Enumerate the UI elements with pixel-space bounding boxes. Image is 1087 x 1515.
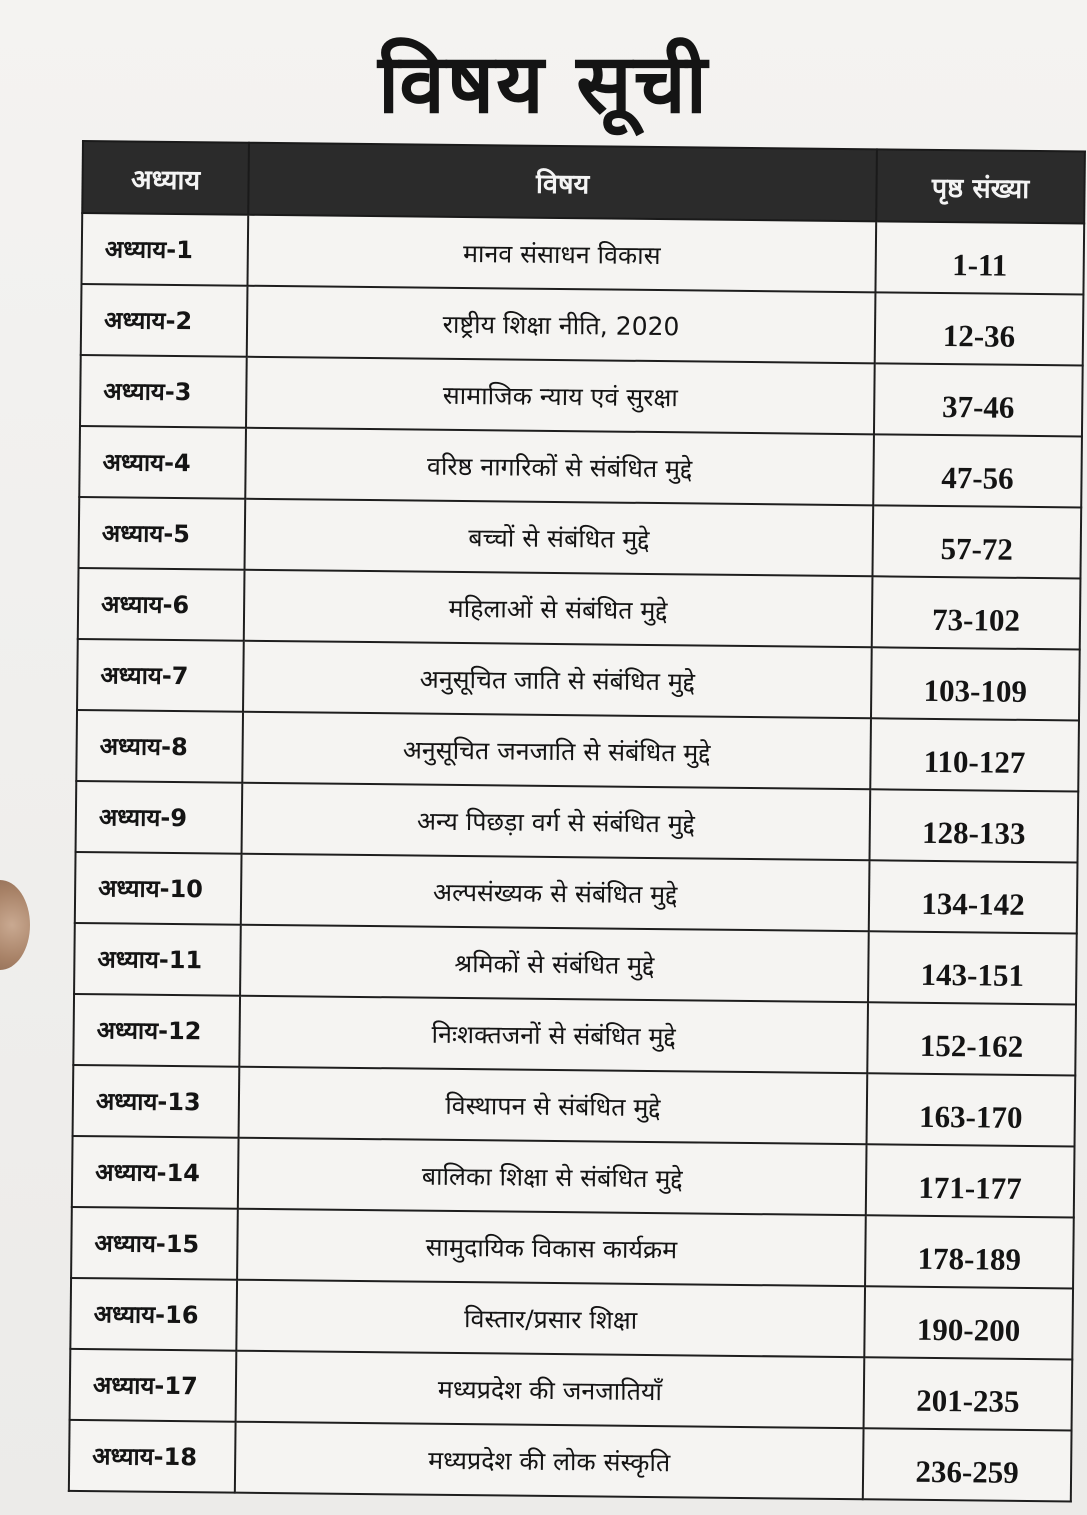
chapter-cell: अध्याय-4 xyxy=(79,426,246,499)
subject-cell: बालिका शिक्षा से संबंधित मुद्दे xyxy=(238,1138,867,1216)
table-row xyxy=(73,1065,1076,1146)
header-subject: विषय xyxy=(248,143,877,222)
toc-table xyxy=(68,140,1086,1502)
table-row xyxy=(74,923,1077,1004)
table-row xyxy=(80,355,1083,436)
header-row xyxy=(82,141,1085,223)
table-row xyxy=(79,497,1082,578)
table-row xyxy=(76,781,1079,862)
table-row xyxy=(72,1136,1075,1217)
subject-cell: महिलाओं से संबंधित मुद्दे xyxy=(244,570,873,648)
subject-cell: अनुसूचित जनजाति से संबंधित मुद्दे xyxy=(242,712,871,790)
table-row xyxy=(81,284,1084,365)
table-row xyxy=(71,1207,1074,1288)
pages-cell: 12-36 xyxy=(875,292,1084,365)
chapter-cell: अध्याय-13 xyxy=(73,1065,240,1138)
chapter-cell: अध्याय-2 xyxy=(81,284,248,357)
page-title: विषय सूची xyxy=(377,37,710,132)
table-row xyxy=(77,639,1080,720)
pages-cell: 143-151 xyxy=(868,931,1077,1004)
pages-cell: 201-235 xyxy=(864,1357,1073,1430)
chapter-cell: अध्याय-7 xyxy=(77,639,244,712)
finger-thumb xyxy=(0,880,30,970)
pages-cell: 128-133 xyxy=(870,789,1079,862)
pages-cell: 110-127 xyxy=(870,718,1079,791)
chapter-cell: अध्याय-10 xyxy=(75,852,242,925)
table-of-contents xyxy=(68,140,1084,1502)
subject-cell: श्रमिकों से संबंधित मुद्दे xyxy=(240,925,869,1003)
subject-cell: राष्ट्रीय शिक्षा नीति, 2020 xyxy=(247,286,876,364)
pages-cell: 57-72 xyxy=(872,505,1081,578)
pages-cell: 163-170 xyxy=(867,1073,1076,1146)
pages-cell: 73-102 xyxy=(872,576,1081,649)
subject-cell: निःशक्तजनों से संबंधित मुद्दे xyxy=(239,996,868,1074)
table-row xyxy=(78,568,1081,649)
subject-cell: अन्य पिछड़ा वर्ग से संबंधित मुद्दे xyxy=(242,783,871,861)
subject-cell: विस्थापन से संबंधित मुद्दे xyxy=(239,1067,868,1145)
chapter-cell: अध्याय-14 xyxy=(72,1136,239,1209)
chapter-cell: अध्याय-3 xyxy=(80,355,247,428)
chapter-cell: अध्याय-6 xyxy=(78,568,245,641)
subject-cell: मध्यप्रदेश की लोक संस्कृति xyxy=(235,1422,864,1500)
pages-cell: 37-46 xyxy=(874,363,1083,436)
subject-cell: मानव संसाधन विकास xyxy=(247,215,876,293)
table-row xyxy=(70,1278,1073,1359)
table-row xyxy=(70,1349,1073,1430)
subject-cell: सामुदायिक विकास कार्यक्रम xyxy=(237,1209,866,1287)
pages-cell: 190-200 xyxy=(864,1286,1073,1359)
table-row xyxy=(79,426,1082,507)
table-row xyxy=(76,710,1079,791)
pages-cell: 236-259 xyxy=(863,1428,1072,1501)
subject-cell: अनुसूचित जाति से संबंधित मुद्दे xyxy=(243,641,872,719)
table-row xyxy=(81,213,1084,294)
header-pages: पृष्ठ संख्या xyxy=(876,149,1085,223)
chapter-cell: अध्याय-17 xyxy=(70,1349,237,1422)
pages-cell: 134-142 xyxy=(869,860,1078,933)
chapter-cell: अध्याय-1 xyxy=(81,213,248,286)
subject-cell: वरिष्ठ नागरिकों से संबंधित मुद्दे xyxy=(245,428,874,506)
subject-cell: विस्तार/प्रसार शिक्षा xyxy=(236,1280,865,1358)
table-row xyxy=(75,852,1078,933)
subject-cell: अल्पसंख्यक से संबंधित मुद्दे xyxy=(241,854,870,932)
chapter-cell: अध्याय-12 xyxy=(73,994,240,1067)
pages-cell: 1-11 xyxy=(875,221,1084,294)
pages-cell: 152-162 xyxy=(867,1002,1076,1075)
subject-cell: सामाजिक न्याय एवं सुरक्षा xyxy=(246,357,875,435)
chapter-cell: अध्याय-5 xyxy=(79,497,246,570)
chapter-cell: अध्याय-15 xyxy=(71,1207,238,1280)
pages-cell: 103-109 xyxy=(871,647,1080,720)
chapter-cell: अध्याय-16 xyxy=(70,1278,237,1351)
subject-cell: बच्चों से संबंधित मुद्दे xyxy=(245,499,874,577)
chapter-cell: अध्याय-9 xyxy=(76,781,243,854)
pages-cell: 178-189 xyxy=(865,1215,1074,1288)
subject-cell: मध्यप्रदेश की जनजातियाँ xyxy=(236,1351,865,1429)
table-row xyxy=(69,1420,1072,1501)
table-row xyxy=(73,994,1076,1075)
chapter-cell: अध्याय-11 xyxy=(74,923,241,996)
chapter-cell: अध्याय-8 xyxy=(76,710,243,783)
pages-cell: 171-177 xyxy=(866,1144,1075,1217)
pages-cell: 47-56 xyxy=(873,434,1082,507)
header-chapter: अध्याय xyxy=(82,141,249,215)
chapter-cell: अध्याय-18 xyxy=(69,1420,236,1493)
